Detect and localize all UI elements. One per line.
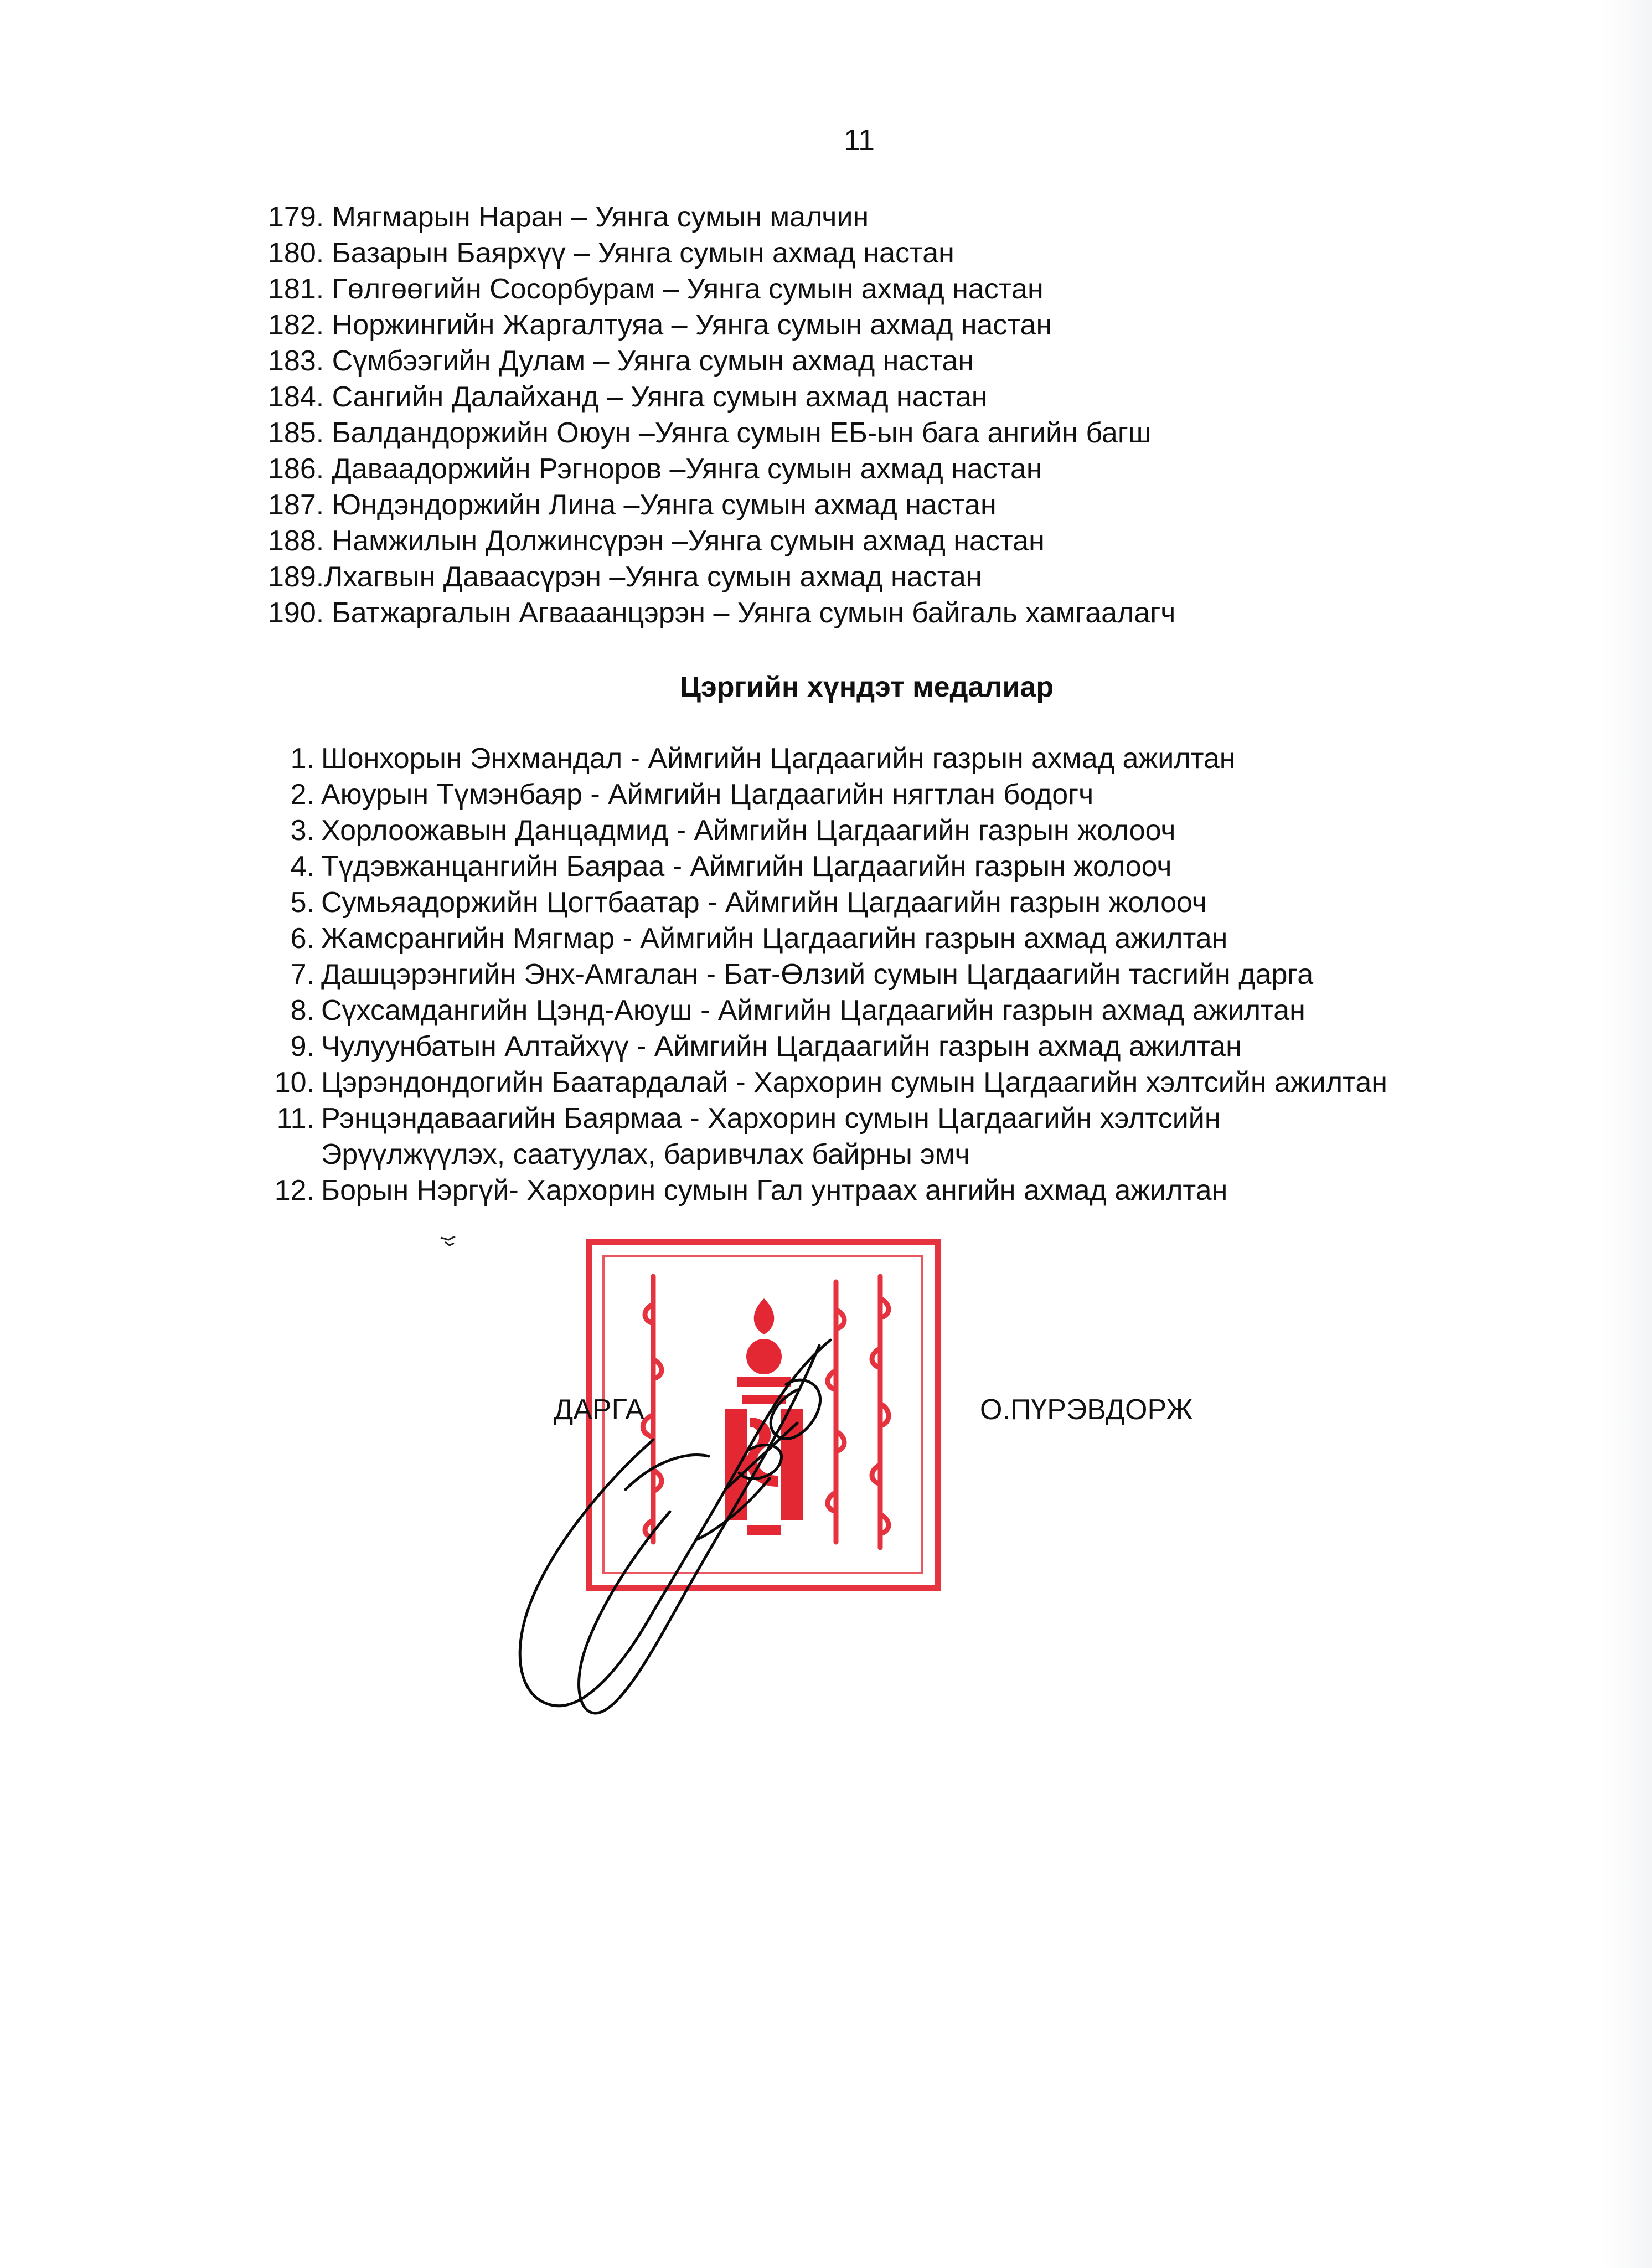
- list-number: 6.: [290, 922, 314, 955]
- list-text-continuation: Эрүүлжүүлэх, саатуулах, баривчлах байрны эмч: [321, 1138, 970, 1171]
- medal-list: [271, 741, 1545, 1209]
- official-seal-stamp: [581, 1232, 947, 1597]
- list-number: 5.: [290, 886, 314, 919]
- list-item: [271, 921, 1545, 957]
- list-text: Борын Нэргүй- Хархорин сумын Гал унтраах ангийн ахмад ажилтан: [321, 1174, 1228, 1207]
- list-number: 3.: [290, 815, 314, 847]
- list-item: 182. Норжингийн Жаргалтуяа – Уянга сумын ахмад настан: [268, 309, 1052, 341]
- list-item: [271, 993, 1545, 1029]
- list-text: Рэнцэндаваагийн Баярмаа - Хархорин сумын Цагдаагийн хэлтсийн: [321, 1102, 1221, 1135]
- list-number: 11.: [276, 1102, 314, 1135]
- list-item: [271, 885, 1545, 921]
- list-item: [271, 1101, 1545, 1173]
- list-item: 180. Базарын Баярхүү – Уянга сумын ахмад настан: [268, 237, 954, 269]
- list-item: [271, 849, 1545, 885]
- list-text: Хорлоожавын Данцадмид - Аймгийн Цагдаагийн газрын жолооч: [321, 815, 1176, 847]
- list-text: Шонхорын Энхмандал - Аймгийн Цагдаагийн газрын ахмад ажилтан: [321, 743, 1236, 775]
- list-item: [271, 957, 1545, 993]
- list-number: 4.: [290, 850, 314, 883]
- list-item: 189.Лхагвын Даваасүрэн –Уянга сумын ахмад настан: [268, 561, 982, 593]
- list-item: [271, 1065, 1545, 1101]
- list-text: Жамсрангийн Мягмар - Аймгийн Цагдаагийн газрын ахмад ажилтан: [321, 922, 1228, 955]
- scan-edge-shadow: [1602, 0, 1652, 2268]
- list-text: Чулуунбатын Алтайхүү - Аймгийн Цагдаагийн газрын ахмад ажилтан: [321, 1030, 1242, 1063]
- ink-speck-icon: [437, 1232, 460, 1254]
- list-item: 187. Юндэндоржийн Лина –Уянга сумын ахмад настан: [268, 489, 997, 521]
- list-item: 184. Сангийн Далайханд – Уянга сумын ахмад настан: [268, 381, 988, 413]
- signatory-name: О.ПҮРЭВДОРЖ: [980, 1394, 1193, 1426]
- list-text: Сумьяадоржийн Цогтбаатар - Аймгийн Цагдаагийн газрын жолооч: [321, 886, 1207, 919]
- list-item: 181. Гөлгөөгийн Сосорбурам – Уянга сумын ахмад настан: [268, 273, 1044, 305]
- list-item: 188. Намжилын Должинсүрэн –Уянга сумын ахмад настан: [268, 525, 1045, 557]
- list-text: Цэрэндондогийн Баатардалай - Хархорин сумын Цагдаагийн хэлтсийн ажилтан: [321, 1066, 1387, 1099]
- list-item: [271, 777, 1545, 813]
- list-item: 179. Мягмарын Наран – Уянга сумын малчин: [268, 201, 869, 233]
- award-list-continued: [268, 199, 1514, 631]
- signatory-title: ДАРГА: [554, 1394, 644, 1426]
- list-item: 186. Даваадоржийн Рэгноров –Уянга сумын ахмад настан: [268, 453, 1042, 485]
- page-number: 11: [844, 123, 875, 157]
- list-number: 9.: [290, 1030, 314, 1063]
- list-number: 10.: [274, 1066, 314, 1099]
- list-text: Сүхсамдангийн Цэнд-Аюуш - Аймгийн Цагдаагийн газрын ахмад ажилтан: [321, 994, 1305, 1027]
- list-number: 12.: [274, 1174, 314, 1207]
- list-number: 7.: [290, 958, 314, 991]
- list-number: 8.: [290, 994, 314, 1027]
- list-item: 183. Сүмбээгийн Дулам – Уянга сумын ахмад настан: [268, 345, 974, 377]
- list-text: Түдэвжанцангийн Баяраа - Аймгийн Цагдаагийн газрын жолооч: [321, 850, 1172, 883]
- list-item: [271, 741, 1545, 777]
- section-title: Цэргийн хүндэт медалиар: [680, 671, 1054, 703]
- list-number: 1.: [290, 743, 314, 775]
- list-item: [271, 1173, 1545, 1209]
- list-number: 2.: [290, 779, 314, 811]
- list-item: [271, 813, 1545, 849]
- list-item: 185. Балдандоржийн Оюун –Уянга сумын ЕБ-ын бага ангийн багш: [268, 417, 1152, 449]
- handwritten-signature: [487, 1323, 886, 1733]
- list-item: [271, 1029, 1545, 1065]
- list-text: Дашцэрэнгийн Энх-Амгалан - Бат-Өлзий сумын Цагдаагийн тасгийн дарга: [321, 958, 1314, 991]
- list-item: 190. Батжаргалын Агвааанцэрэн – Уянга сумын байгаль хамгаалагч: [268, 597, 1176, 629]
- list-text: Аюурын Түмэнбаяр - Аймгийн Цагдаагийн нягтлан бодогч: [321, 779, 1094, 811]
